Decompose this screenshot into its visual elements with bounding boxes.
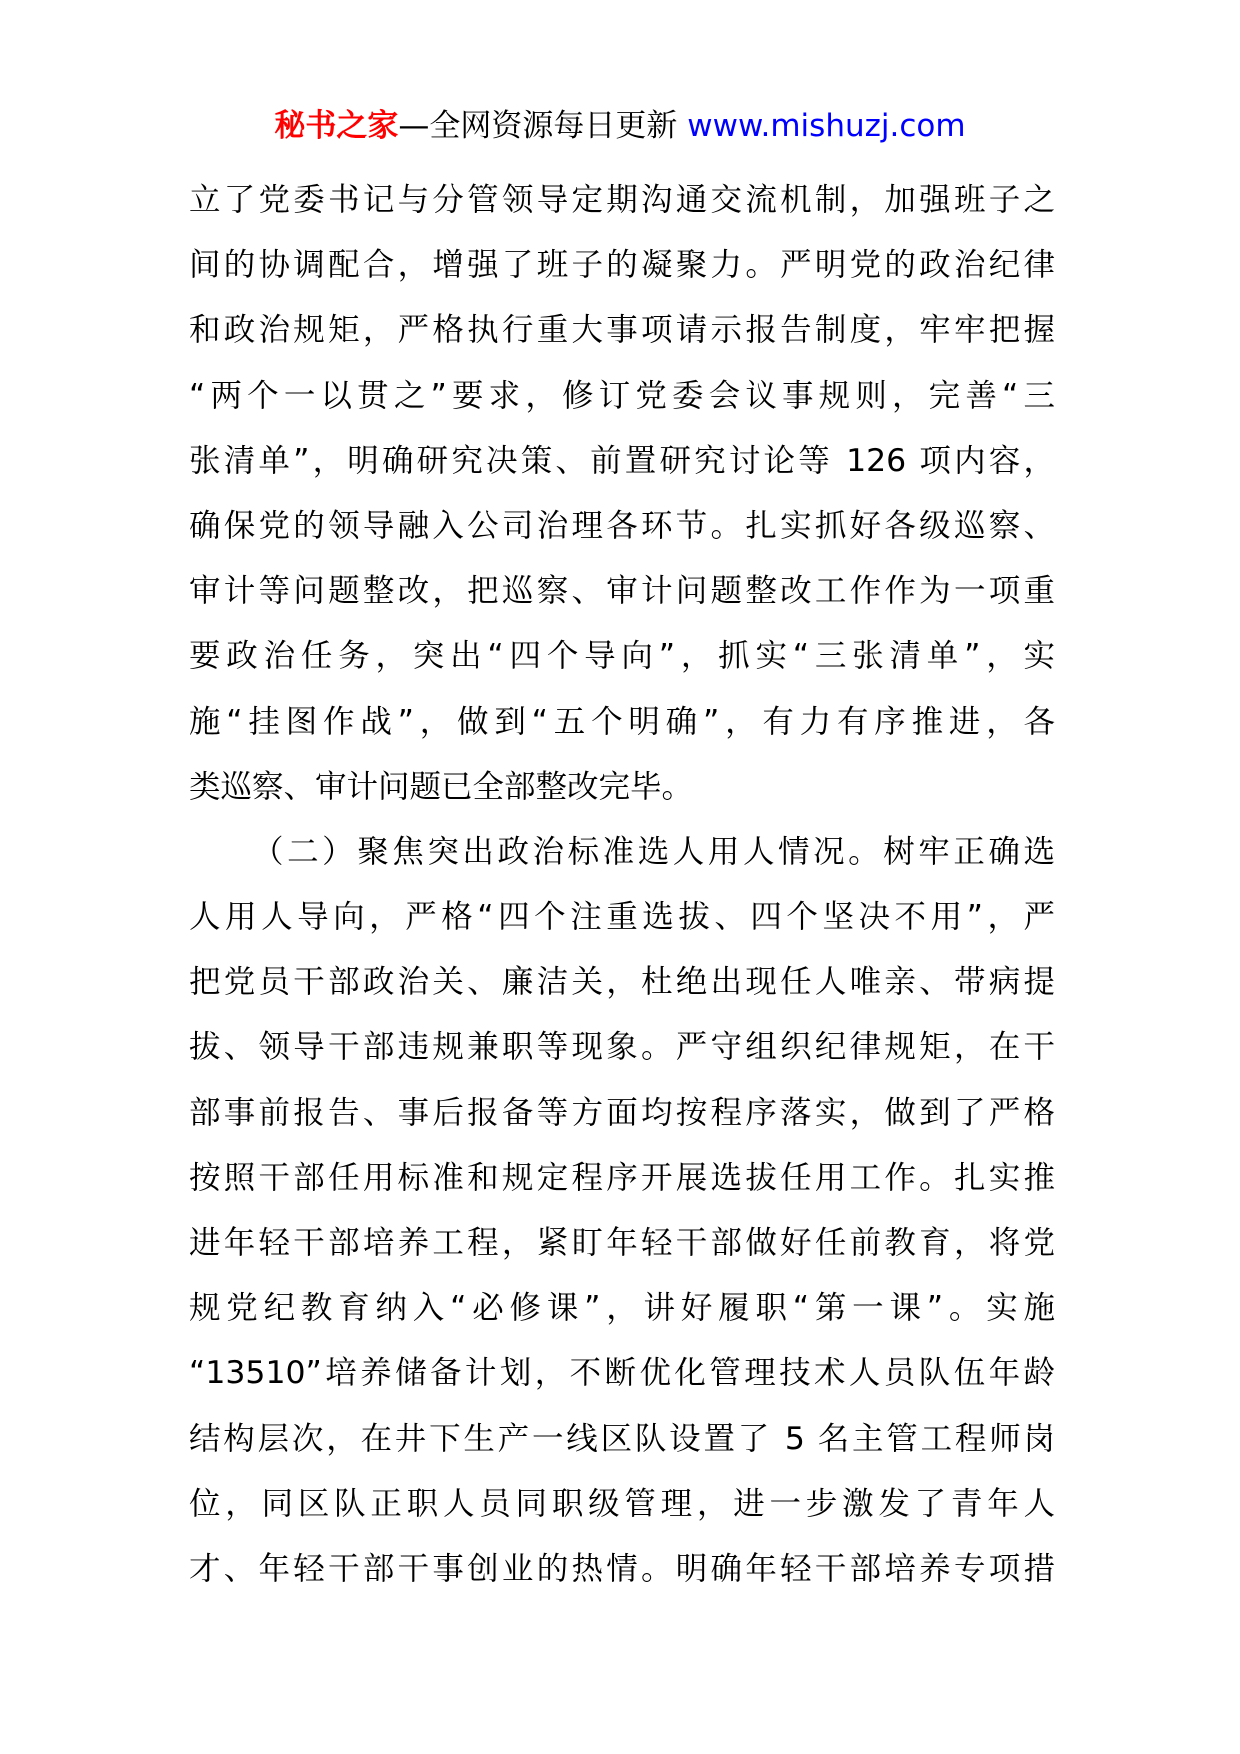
- text-line: 人用人导向，严格“四个注重选拔、四个坚决不用”，严: [189, 899, 1055, 936]
- text-line: 才、年轻干部干事创业的热情。明确年轻干部培养专项措: [189, 1550, 1055, 1587]
- text-line: 确保党的领导融入公司治理各环节。扎实抓好各级巡察、: [189, 507, 1055, 544]
- text-line: 要政治任务，突出“四个导向”，抓实“三张清单”，实: [189, 638, 1055, 675]
- text-line: 进年轻干部培养工程，紧盯年轻干部做好任前教育，将党: [189, 1225, 1055, 1261]
- body-text: [189, 168, 1055, 1602]
- text-line: 审计等问题整改，把巡察、审计问题整改工作作为一项重: [189, 573, 1055, 610]
- header-url-link[interactable]: www.mishuzj.com: [687, 108, 966, 144]
- text-line: 拔、领导干部违规兼职等现象。严守组织纪律规矩，在干: [189, 1029, 1055, 1066]
- text-line: 结构层次，在井下生产一线区队设置了 5 名主管工程师岗: [189, 1420, 1055, 1457]
- page-header: [0, 104, 1240, 148]
- text-line: “13510”培养储备计划，不断优化管理技术人员队伍年龄: [189, 1355, 1055, 1392]
- text-line: 把党员干部政治关、廉洁关，杜绝出现任人唯亲、带病提: [189, 964, 1055, 1001]
- header-brand: 秘书之家: [274, 108, 399, 144]
- text-line: 类巡察、审计问题已全部整改完毕。: [189, 768, 694, 805]
- section-heading-line: （二）聚焦突出政治标准选人用人情况。树牢正确选: [252, 833, 1055, 870]
- text-line: 按照干部任用标准和规定程序开展选拔任用工作。扎实推: [189, 1159, 1055, 1196]
- text-line: 立了党委书记与分管领导定期沟通交流机制，加强班子之: [189, 182, 1055, 218]
- text-line: 位，同区队正职人员同职级管理，进一步激发了青年人: [189, 1485, 1055, 1522]
- text-line: “两个一以贯之”要求，修订党委会议事规则，完善“三: [189, 377, 1055, 414]
- text-line: 和政治规矩，严格执行重大事项请示报告制度，牢牢把握: [189, 312, 1055, 349]
- text-line: 部事前报告、事后报备等方面均按程序落实，做到了严格: [189, 1094, 1055, 1131]
- text-line: 规党纪教育纳入“必修课”，讲好履职“第一课”。实施: [189, 1290, 1055, 1327]
- text-line: 张清单”，明确研究决策、前置研究讨论等 126 项内容，: [189, 442, 1055, 479]
- text-line: 施“挂图作战”，做到“五个明确”，有力有序推进，各: [189, 703, 1055, 740]
- header-tagline: —全网资源每日更新: [398, 108, 688, 144]
- text-line: 间的协调配合，增强了班子的凝聚力。严明党的政治纪律: [189, 247, 1055, 284]
